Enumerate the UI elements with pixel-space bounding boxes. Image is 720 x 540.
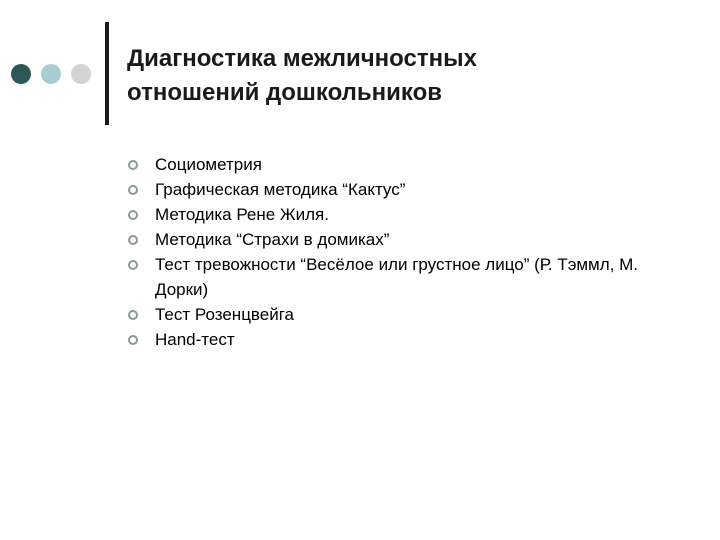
slide-title	[127, 42, 687, 110]
hollow-circle-icon	[128, 310, 138, 320]
list-item-text: Социометрия	[155, 155, 262, 174]
hollow-circle-icon	[128, 260, 138, 270]
list-item-text: Методика “Страхи в домиках”	[155, 230, 390, 249]
decorative-dots	[10, 64, 94, 84]
list-item-text: Графическая методика “Кактус”	[155, 180, 406, 199]
list-item-text: Тест тревожности “Весёлое или грустное лицо” (Р. Тэммл, М. Дорки)	[155, 255, 638, 299]
hollow-circle-icon	[128, 235, 138, 245]
list-item	[128, 252, 668, 302]
hollow-circle-icon	[128, 210, 138, 220]
list-item	[128, 327, 668, 352]
list-item-text: Тест Розенцвейга	[155, 305, 295, 324]
hollow-circle-icon	[128, 335, 138, 345]
title-divider	[105, 22, 109, 125]
dark-dot-icon	[11, 64, 31, 84]
list-item	[128, 152, 668, 177]
blue-dot-icon	[41, 64, 61, 84]
gray-dot-icon	[71, 64, 91, 84]
hollow-circle-icon	[128, 160, 138, 170]
slide-title-line-2: отношений дошкольников	[127, 79, 443, 106]
list-item	[128, 227, 668, 252]
list-item	[128, 302, 668, 327]
bullet-list	[128, 152, 668, 352]
list-item-text: Методика Рене Жиля.	[155, 205, 329, 224]
hollow-circle-icon	[128, 185, 138, 195]
list-item	[128, 202, 668, 227]
list-item	[128, 177, 668, 202]
slide-title-line-1: Диагностика межличностных	[127, 45, 477, 72]
list-item-text: Hand-тест	[155, 330, 235, 349]
